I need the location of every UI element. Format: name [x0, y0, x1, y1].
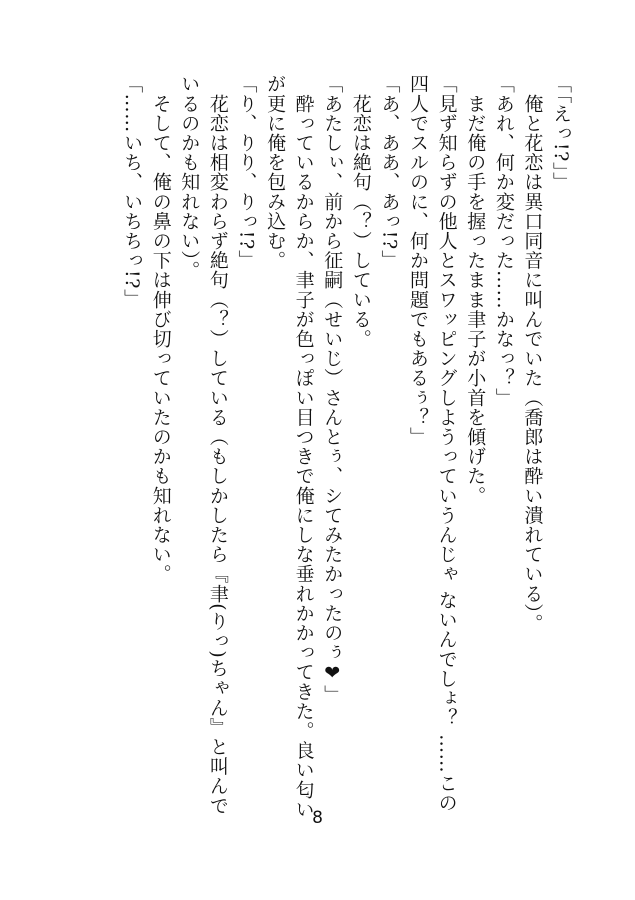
- page-number: 8: [312, 808, 323, 828]
- text-line: 四人でスルのに、何か問題でもあるぅ？」: [407, 74, 430, 447]
- text-line: 花恋は絶句（？）している。: [349, 74, 372, 349]
- text-line: が更に俺を包み込む。: [264, 74, 287, 270]
- text-line: まだ俺の手を握ったまま聿子が小首を傾げた。: [464, 74, 487, 506]
- text-line: そして、俺の鼻の下は伸び切っていたのかも知れない。: [149, 74, 172, 584]
- text-line: 俺と花恋は異口同音に叫んでいた（喬郎は酔い潰れている）。: [521, 74, 544, 633]
- text-line: 花恋は相変わらず絶句（？）している（もしかしたら『聿(りっ)ちゃん』と叫んで: [206, 74, 229, 816]
- text-line: 「あ、ああ、あっ!?」: [378, 74, 401, 270]
- text-line: 酔っているからか、聿子が色っぽい目つきで俺にしな垂れかかってきた。良い匂い: [292, 74, 315, 819]
- text-line: 「「えっ!?」」: [550, 74, 572, 192]
- vertical-text-body: [15, 74, 575, 819]
- text-line: 「……いち、いちちっ!?」: [121, 74, 144, 309]
- text-line: 「あたしぃ、前から征嗣（せいじ）さんとぅ、シてみたかったのぅ❤」: [321, 74, 344, 705]
- text-line: 「あれ、何か変だった……かなっ？」: [492, 74, 515, 408]
- text-line: いるのかも知れない）。: [178, 74, 201, 281]
- text-line: 「り、りり、りっ!?」: [235, 74, 258, 270]
- text-line: 「見ず知らずの他人とスワッピングしようっていうんじゃ ないんでしょ？ ……この: [435, 74, 458, 813]
